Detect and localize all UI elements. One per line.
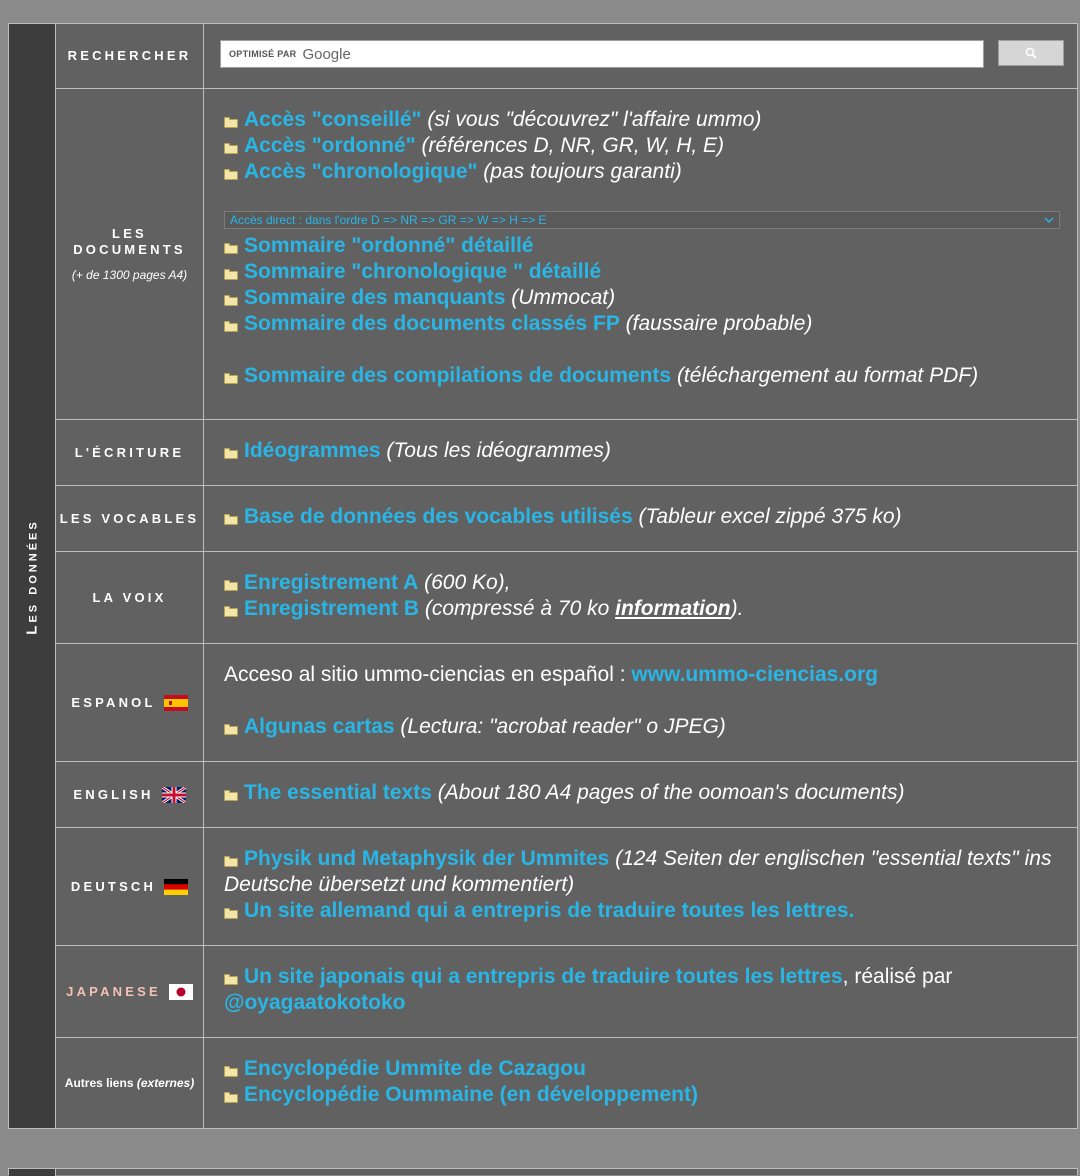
japanese-label: JAPANESE (66, 983, 161, 999)
deutsch-row (56, 828, 1078, 946)
link-ideogrammes[interactable]: Idéogrammes (244, 439, 381, 462)
espanol-label: ESPANOL (71, 694, 156, 710)
list-item (224, 363, 1068, 389)
folder-icon (224, 608, 238, 617)
sidebar-band (9, 24, 56, 1128)
japanese-label-group (66, 984, 193, 1000)
link-note: (pas toujours garanti) (477, 160, 682, 183)
link-encyclopedie-oummaine[interactable]: Encyclopédie Oummaine (en développement) (244, 1083, 698, 1106)
list-item (224, 846, 1068, 898)
link-encyclopedie-cazagou[interactable]: Encyclopédie Ummite de Cazagou (244, 1057, 586, 1080)
folder-icon (224, 726, 238, 735)
uk-flag-icon (162, 787, 186, 803)
sidebar-label: Les données (23, 519, 41, 635)
link-base-vocables[interactable]: Base de données des vocables utilisés (244, 505, 633, 528)
search-icon (1025, 47, 1037, 59)
list-item (224, 596, 1068, 622)
list-item (224, 311, 1068, 337)
folder-icon (224, 858, 238, 867)
documents-label-line2: DOCUMENTS (73, 242, 186, 257)
link-note: ). (730, 597, 744, 620)
search-cell (204, 24, 1078, 89)
espanol-label-group (71, 695, 187, 711)
vocables-label-cell (56, 486, 204, 552)
link-note: (124 Seiten der englischen "essential texts" ins Deutsche übersetzt und kommentiert) (224, 847, 1052, 896)
documents-label-line1: LES (112, 226, 147, 241)
vocables-row (56, 486, 1078, 552)
link-acces-conseille[interactable]: Accès "conseillé" (244, 108, 422, 131)
folder-icon (224, 323, 238, 332)
direct-access-select[interactable] (224, 211, 1060, 229)
voix-label: LA VOIX (92, 589, 167, 605)
link-note: (références D, NR, GR, W, H, E) (415, 134, 725, 157)
germany-flag-icon (164, 879, 188, 895)
autres-label: Autres liens (64, 1076, 134, 1090)
english-label-group (73, 787, 185, 803)
ecriture-label: L'ÉCRITURE (74, 444, 185, 460)
link-acces-chronologique[interactable]: Accès "chronologique" (244, 160, 478, 183)
search-label-cell (56, 24, 204, 89)
list-item (224, 570, 1068, 596)
autres-label-em: (externes) (136, 1076, 195, 1090)
search-row (56, 24, 1078, 89)
espanol-intro: Acceso al sitio ummo-ciencias en español : (224, 663, 632, 686)
list-item (224, 898, 1068, 924)
list-item (224, 1082, 1068, 1108)
folder-icon (224, 1094, 238, 1103)
link-information[interactable]: information (615, 597, 731, 620)
direct-access-value: Accès direct : dans l'ordre D => NR => GR => W => H => E (230, 213, 547, 227)
documents-cell (204, 89, 1078, 420)
folder-icon (224, 145, 238, 154)
spain-flag-icon (164, 695, 188, 711)
list-item (224, 285, 1068, 311)
link-enregistrement-a[interactable]: Enregistrement A (244, 571, 419, 594)
list-item (224, 259, 1068, 285)
link-site-allemand[interactable]: Un site allemand qui a entrepris de traduire toutes les lettres. (244, 899, 855, 922)
vocables-cell (204, 486, 1078, 552)
documents-sublabel: (+ de 1300 pages A4) (71, 268, 188, 282)
next-table-edge (8, 1168, 1078, 1175)
list-item (224, 714, 1068, 740)
list-item (224, 233, 1068, 259)
autres-label-group (65, 1076, 194, 1090)
link-sommaire-chronologique[interactable]: Sommaire "chronologique " détaillé (244, 260, 602, 283)
list-item (224, 133, 1068, 159)
data-table (8, 23, 1078, 1129)
list-item (224, 990, 1068, 1016)
link-note: (600 Ko), (418, 571, 511, 594)
link-note: (Tous les idéogrammes) (380, 439, 611, 462)
link-note: (About 180 A4 pages of the oomoan's documents) (431, 781, 905, 804)
deutsch-label-cell (56, 828, 204, 946)
link-site-japonais[interactable]: Un site japonais qui a entrepris de traduire toutes les lettres (244, 965, 843, 988)
japanese-label-cell (56, 946, 204, 1038)
link-note: (si vous "découvrez" l'affaire ummo) (421, 108, 762, 131)
list-item (224, 504, 1068, 530)
link-essential-texts[interactable]: The essential texts (244, 781, 432, 804)
autres-cell (204, 1038, 1078, 1128)
link-note: (Lectura: "acrobat reader" o JPEG) (394, 715, 726, 738)
english-label-cell (56, 762, 204, 828)
espanol-label-cell (56, 644, 204, 762)
folder-icon (224, 976, 238, 985)
link-note: (Ummocat) (505, 286, 616, 309)
deutsch-cell (204, 828, 1078, 946)
voix-row (56, 552, 1078, 644)
ecriture-cell (204, 420, 1078, 486)
link-note: (Tableur excel zippé 375 ko) (632, 505, 902, 528)
link-note: (compressé à 70 ko (419, 597, 616, 620)
documents-label-cell (56, 89, 204, 420)
link-note: (téléchargement au format PDF) (671, 364, 979, 387)
chevron-down-icon (1044, 217, 1054, 223)
list-item (224, 159, 1068, 185)
folder-icon (224, 271, 238, 280)
folder-icon (224, 375, 238, 384)
list-item (224, 438, 1068, 464)
voix-label-cell (56, 552, 204, 644)
list-item (224, 662, 1068, 688)
voix-cell (204, 552, 1078, 644)
list-item (224, 780, 1068, 806)
espanol-row (56, 644, 1078, 762)
link-physik-metaphysik[interactable]: Physik und Metaphysik der Ummites (244, 847, 610, 870)
link-enregistrement-b[interactable]: Enregistrement B (244, 597, 420, 620)
deutsch-label: DEUTSCH (70, 878, 157, 894)
folder-icon (224, 1068, 238, 1077)
link-sommaire-manquants[interactable]: Sommaire des manquants (244, 286, 506, 309)
folder-icon (224, 910, 238, 919)
link-sommaire-ordonne[interactable]: Sommaire "ordonné" détaillé (244, 234, 534, 257)
link-note: (faussaire probable) (619, 312, 813, 335)
list-item (224, 964, 1068, 990)
japanese-cell (204, 946, 1078, 1038)
deutsch-label-group (71, 879, 188, 895)
search-label: RECHERCHER (67, 48, 192, 63)
link-sommaire-fp[interactable]: Sommaire des documents classés FP (244, 312, 620, 335)
folder-icon (224, 245, 238, 254)
search-input[interactable] (220, 40, 984, 68)
espanol-cell (204, 644, 1078, 762)
japan-flag-icon (169, 984, 193, 1000)
link-ummo-ciencias[interactable]: www.ummo-ciencias.org (631, 663, 878, 686)
folder-icon (224, 792, 238, 801)
link-acces-ordonne[interactable]: Accès "ordonné" (244, 134, 416, 157)
folder-icon (224, 516, 238, 525)
search-button[interactable] (998, 40, 1064, 66)
folder-icon (224, 582, 238, 591)
japanese-row (56, 946, 1078, 1038)
link-algunas-cartas[interactable]: Algunas cartas (244, 715, 395, 738)
autres-label-cell (56, 1038, 204, 1128)
english-cell (204, 762, 1078, 828)
ecriture-label-cell (56, 420, 204, 486)
google-logo: Google (302, 45, 351, 63)
english-row (56, 762, 1078, 828)
english-label: ENGLISH (73, 786, 154, 802)
list-item (224, 1056, 1068, 1082)
folder-icon (224, 119, 238, 128)
link-oyagaatokotoko[interactable]: @oyagaatokotoko (224, 991, 406, 1014)
list-item (224, 107, 1068, 133)
ecriture-row (56, 420, 1078, 486)
documents-row (56, 89, 1078, 420)
vocables-label: LES VOCABLES (59, 510, 200, 526)
folder-icon (224, 171, 238, 180)
link-sommaire-compilations[interactable]: Sommaire des compilations de documents (244, 364, 672, 387)
powered-by-label: OPTIMISÉ PAR (229, 49, 297, 59)
autres-row (56, 1038, 1078, 1128)
folder-icon (224, 450, 238, 459)
link-note: , réalisé par (842, 965, 953, 988)
folder-icon (224, 297, 238, 306)
